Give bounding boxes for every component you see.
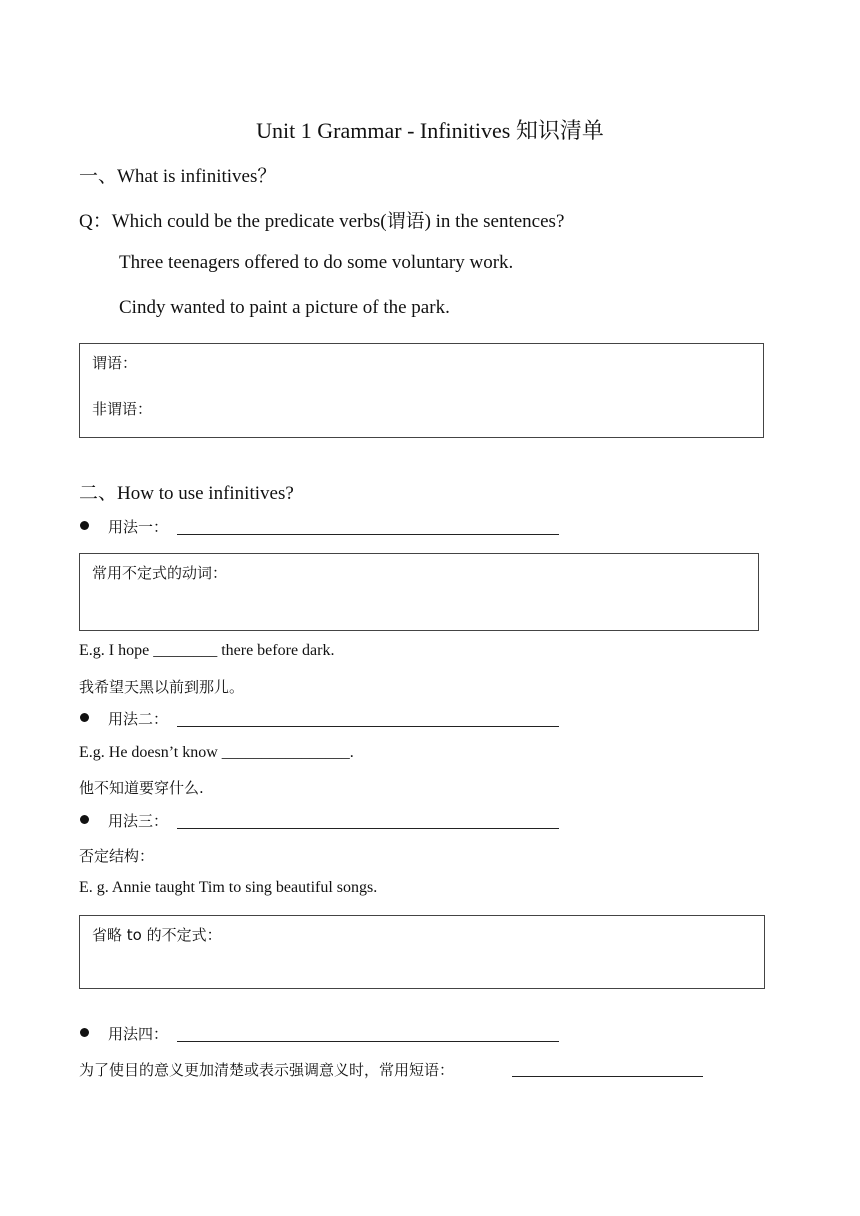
phrase-blank — [512, 1076, 703, 1077]
usage2-example-cn: 他不知道要穿什么. — [79, 779, 204, 797]
bullet-icon — [80, 815, 89, 824]
example-sentence-1: Three teenagers offered to do some voluntary work. — [119, 252, 514, 273]
bullet-icon — [80, 713, 89, 722]
usage1-label: 用法一： — [108, 518, 169, 536]
page-title: Unit 1 Grammar - Infinitives 知识清单 — [256, 118, 604, 143]
section2-heading: 二、How to use infinitives? — [79, 483, 294, 504]
usage1-blank — [177, 534, 559, 535]
bullet-icon — [80, 521, 89, 530]
bare-infinitive-label: 省略 to 的不定式： — [92, 926, 222, 944]
usage4-note: 为了使目的意义更加清楚或表示强调意义时，常用短语： — [79, 1061, 455, 1079]
predicate-label: 谓语： — [92, 354, 138, 372]
usage3-blank — [177, 828, 559, 829]
common-verbs-label: 常用不定式的动词： — [92, 564, 228, 582]
usage3-label: 用法三： — [108, 812, 169, 830]
usage2-label: 用法二： — [108, 710, 169, 728]
usage2-blank — [177, 726, 559, 727]
usage1-example-cn: 我希望天黑以前到那儿。 — [79, 678, 245, 696]
bare-infinitive-box — [79, 915, 765, 989]
negative-structure-label: 否定结构： — [79, 847, 155, 865]
non-predicate-label: 非谓语： — [92, 400, 153, 418]
bullet-icon — [80, 1028, 89, 1037]
example-sentence-2: Cindy wanted to paint a picture of the park. — [119, 297, 450, 318]
common-verbs-box — [79, 553, 759, 631]
usage3-example-en: E. g. Annie taught Tim to sing beautiful songs. — [79, 879, 378, 896]
usage2-example-en: E.g. He doesn’t know ________________. — [79, 744, 354, 761]
usage1-example-en: E.g. I hope ________ there before dark. — [79, 642, 335, 659]
usage4-label: 用法四： — [108, 1025, 169, 1043]
usage4-blank — [177, 1041, 559, 1042]
section1-heading: 一、What is infinitives？ — [79, 166, 277, 187]
predicate-answer-box — [79, 343, 764, 438]
section1-question: Q：Which could be the predicate verbs(谓语) in the sentences? — [79, 211, 565, 232]
